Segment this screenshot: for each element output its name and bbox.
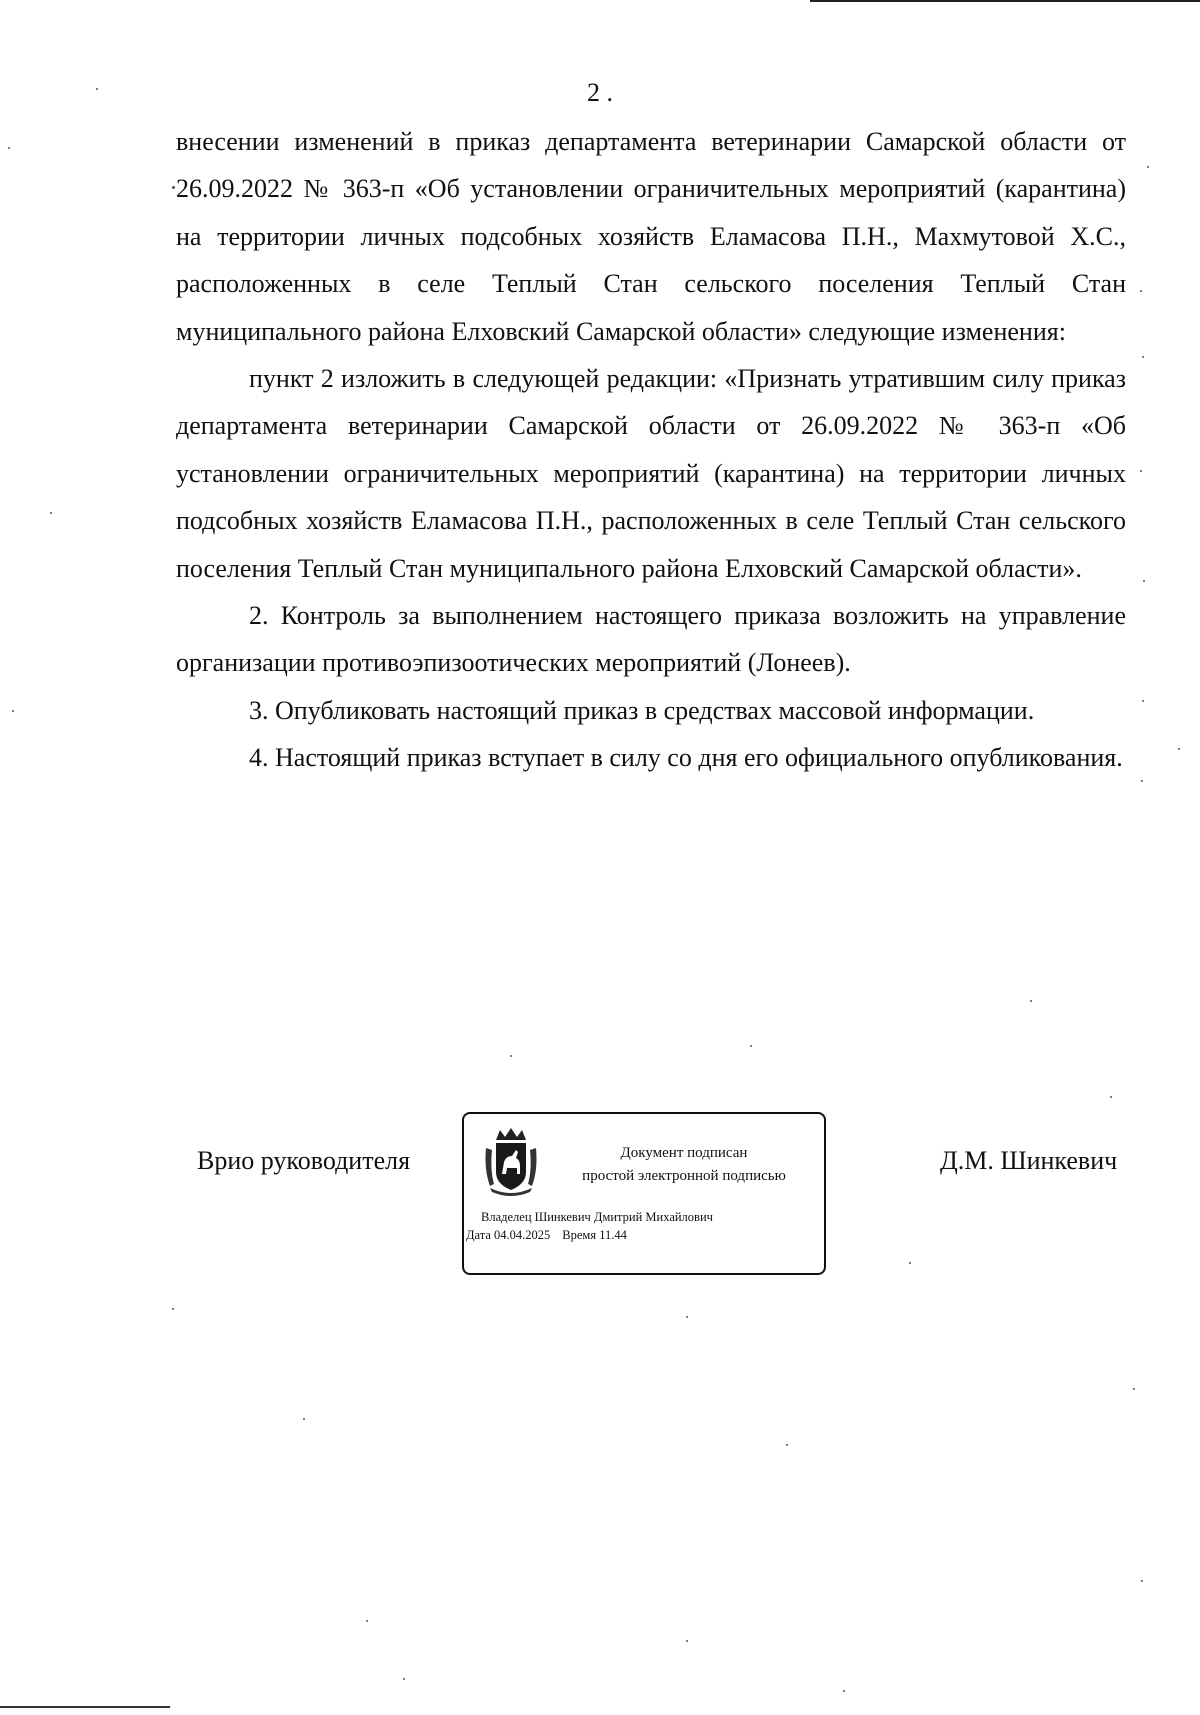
scan-speck: [1030, 1000, 1032, 1002]
scan-speck: [12, 710, 14, 712]
coat-of-arms-icon: [482, 1126, 540, 1196]
stamp-date-time: [466, 1226, 713, 1244]
scan-speck: [1141, 780, 1143, 782]
scan-speck: [1110, 1096, 1112, 1098]
scan-speck: [1142, 700, 1144, 702]
scan-speck: [686, 1640, 688, 1642]
signatory-role: Врио руководителя: [197, 1146, 411, 1175]
stamp-date: Дата 04.04.2025: [466, 1228, 551, 1242]
page-number: 2 .: [587, 78, 613, 107]
scan-speck: [786, 1444, 788, 1446]
scan-speck: [1142, 356, 1144, 358]
scan-speck: [8, 147, 10, 149]
paragraph-clause-2-wording: пункт 2 изложить в следующей редакции: «Признать утратившим силу приказ департамента ветеринарии Самарской области от 26.09.2022 № 363-п «Об установлении ограничительных мероприятий (карантина) на территории личных подсобных хозяйств Еламасова П.Н., расположенных в селе Теплый Стан сельского поселения Теплый Стан муниципального района Елховский Самарской области».: [176, 364, 1126, 583]
top-edge-rule: [810, 0, 1200, 2]
scan-speck: [50, 512, 52, 514]
signatory-name: Д.М. Шинкевич: [940, 1146, 1118, 1175]
scan-speck: [843, 1690, 845, 1692]
scan-speck: [1178, 748, 1180, 750]
scan-speck: [1147, 166, 1149, 168]
stamp-title-line-1: Документ подписан: [620, 1145, 748, 1161]
scan-speck: [96, 88, 98, 90]
scan-speck: [172, 186, 175, 189]
scan-speck: [1140, 470, 1142, 472]
paragraph-publish: 3. Опубликовать настоящий приказ в средствах массовой информации.: [249, 695, 1035, 725]
scan-speck: [366, 1620, 368, 1622]
scan-speck: [172, 1308, 174, 1310]
paragraph-effective-date: 4. Настоящий приказ вступает в силу со дня его официального опубликования.: [249, 743, 1123, 773]
stamp-details: [466, 1208, 713, 1244]
scan-speck: [1140, 290, 1142, 292]
scan-speck: [510, 1055, 512, 1057]
stamp-time: Время 11.44: [562, 1228, 627, 1242]
scan-speck: [403, 1678, 405, 1680]
stamp-title: [544, 1142, 824, 1188]
scan-speck: [303, 1418, 305, 1420]
stamp-title-line-2: простой электронной подписью: [582, 1168, 786, 1184]
scan-speck: [1143, 580, 1145, 582]
bottom-edge-rule: [0, 1706, 170, 1708]
scan-speck: [750, 1045, 752, 1047]
scan-speck: [1133, 1388, 1135, 1390]
scan-speck: [1141, 1580, 1143, 1582]
electronic-signature-stamp: [462, 1112, 826, 1275]
scan-speck: [909, 1262, 911, 1264]
scan-speck: [686, 1316, 688, 1318]
document-body: [176, 118, 1126, 782]
stamp-owner: Владелец Шинкевич Дмитрий Михайлович: [481, 1210, 713, 1224]
paragraph-amendment-intro: внесении изменений в приказ департамента ветеринарии Самарской области от 26.09.2022 № 363-п «Об установлении ограничительных мероприятий (карантина) на территории личных подсобных хозяйств Еламасова П.Н., Махмутовой Х.С., расположенных в селе Теплый Стан сельского поселения Теплый Стан муниципального района Елховский Самарской области» следующие изменения:: [176, 127, 1126, 346]
paragraph-control: 2. Контроль за выполнением настоящего приказа возложить на управление организации противоэпизоотических мероприятий (Лонеев).: [176, 601, 1126, 678]
